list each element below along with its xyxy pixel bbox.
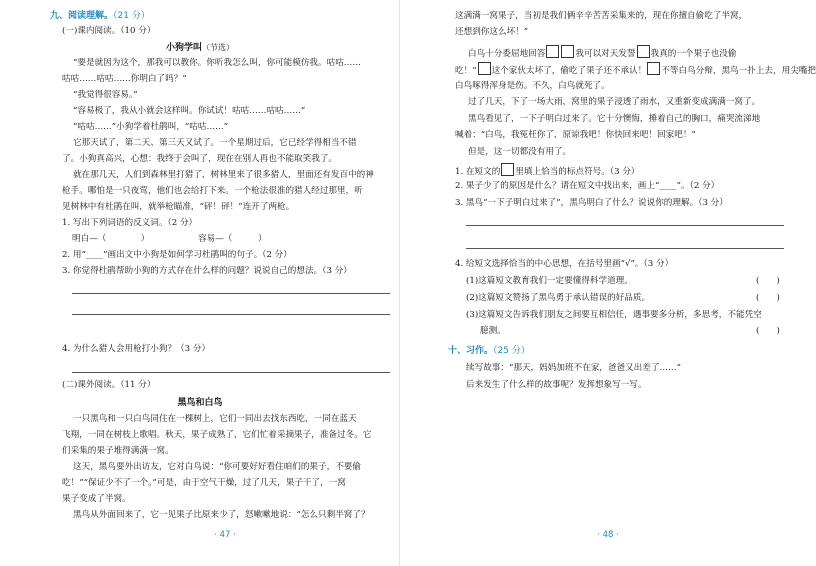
section-9-title: 九、阅读理解。（21 分） — [50, 11, 150, 21]
part2-line: 飞翔，一同在树枝上歌唱。秋天，果子成熟了，它们忙着采摘果子，准备过冬。它 — [62, 430, 372, 440]
part2-line: 吃！”“保证少不了一个。”可是，由于空气干燥，过了几天，果子干了，一窝 — [62, 478, 346, 488]
antonym-2: 容易—（ ） — [198, 234, 267, 244]
answer-line[interactable] — [72, 372, 390, 373]
section-10-title: 十、习作。（25 分） — [448, 346, 530, 356]
part1-heading: (一)课内阅读。（10 分） — [62, 26, 156, 36]
option-1-answer[interactable]: ( ) — [756, 276, 780, 286]
story-line-with-blanks: 白鸟十分委屈地回答 我可以对天发誓 我真的一个果子也没偷 — [468, 45, 736, 60]
part2-line: 们采集的果子堆得满满一窝。 — [62, 446, 174, 456]
part2-line: 黑鸟从外面回来了，它一见果子比原来少了，怒嗽嗽地说：“怎么只剩半窝了？ — [73, 510, 370, 520]
story-line: 过了几天，下了一场大雨，窝里的果子浸透了雨水，又重新变成满满一窝了。 — [468, 97, 761, 107]
option-2-answer[interactable]: ( ) — [756, 293, 780, 303]
story-line: 这满满一窝果子，当初是我们俩辛辛苦苦采集来的，现在你擅自偷吃了半窝， — [455, 11, 748, 21]
option-2: (2)这篇短文赞扬了黑鸟勇于承认错误的好品质。 — [466, 293, 651, 303]
antonym-1: 明白—（ ） — [72, 234, 150, 244]
part2-line: 一只黑鸟和一只白鸟同住在一棵树上，它们一同出去找东西吃，一同在蓝天 — [73, 414, 357, 424]
punctuation-box[interactable] — [637, 45, 650, 58]
writing-prompt: 后来发生了什么样的故事呢？发挥想象写一写。 — [466, 380, 647, 390]
question-4: 4. 给短文选择恰当的中心思想，在括号里画“√”。（3 分） — [455, 259, 674, 269]
option-1: (1)这篇短文教育我们一定要懂得科学道理。 — [466, 276, 633, 286]
part1-line: 枪手。哪怕是一只夜莺，他们也会给打下来。一个枪法很准的猎人经过那里，听 — [62, 186, 363, 196]
answer-line[interactable] — [72, 293, 390, 294]
part2-line: 果子变成了半窝。 — [62, 494, 131, 504]
punctuation-box[interactable] — [561, 45, 574, 58]
right-page — [400, 0, 816, 566]
story-line: 黑鸟看见了，一下子明白过来了。它十分懊悔，捶着自己的胸口，痛哭流涕地 — [468, 114, 761, 124]
punctuation-box-example — [501, 163, 514, 176]
option-3-answer[interactable]: ( ) — [756, 326, 780, 336]
part1-line: “我觉得很容易。” — [73, 90, 138, 100]
part2-title: 黑鸟和白鸟 — [177, 398, 223, 408]
answer-line[interactable] — [466, 248, 784, 249]
answer-line[interactable] — [466, 225, 784, 226]
story-line: 但是，这一切都没有用了。 — [468, 147, 572, 157]
part1-line: 了。小狗真高兴，心想：我终于会叫了，现在在别人再也不能取笑我了。 — [62, 154, 338, 164]
part1-title: 小狗学叫（节选） — [165, 43, 234, 53]
question-2: 2. 果子少了的原因是什么？请在短文中找出来，画上“____”。（2 分） — [455, 181, 720, 191]
part2-heading: (二)课外阅读。（11 分） — [62, 380, 156, 390]
option-3-cont: 臆测。 — [480, 326, 506, 336]
question-4: 4. 为什么猎人会用枪打小狗？（3 分） — [62, 344, 211, 354]
left-page — [0, 0, 400, 566]
page-number: · 48 · — [597, 530, 619, 540]
part1-line: 见树林中有杜鹃在叫，就举枪瞄准，“砰！砰！”连开了两枪。 — [62, 202, 295, 212]
part1-line: “要是就因为这个，那我可以教你。你听我怎么叫，你可能模仿我。咕咕…… — [73, 58, 361, 68]
answer-line[interactable] — [72, 314, 390, 315]
part1-line: 它那天试了，第二天、第三天又试了。一个星期过后，它已经学得相当不错 — [73, 138, 357, 148]
option-3: (3)这篇短文告诉我们朋友之间要互相信任，遇事要多分析，多思考，不能凭空 — [466, 310, 762, 320]
writing-prompt: 续写故事：“那天，妈妈加班不在家，爸爸又出差了……” — [466, 363, 682, 373]
question-3: 3. 你觉得杜鹃帮助小狗的方式存在什么样的问题？说说自己的想法。（3 分） — [62, 266, 352, 276]
part1-line: 就在那几天，人们到森林里打猎了，树林里来了很多猎人，里面还有发百中的神 — [73, 170, 374, 180]
story-line: 白鸟啄得浑身是伤。不久，白鸟就死了。 — [455, 81, 610, 91]
punctuation-box[interactable] — [546, 45, 559, 58]
story-line: 还想到你这么坏！” — [455, 27, 529, 37]
story-line: 喊着：“白鸟，我冤枉你了，原谅我吧！你快回来吧！回家吧！” — [455, 130, 696, 140]
part1-line: “咕咕……”小狗学着杜鹃叫，“咕咕……” — [73, 122, 229, 132]
part2-line: 这天，黑鸟要外出访友，它对白鸟说：“你可要好好看住咱们的果子，不要偷 — [73, 462, 361, 472]
question-2: 2. 用“____”画出文中小狗是如何学习杜鹃叫的句子。（2 分） — [62, 250, 292, 260]
page-number: · 47 · — [214, 530, 236, 540]
part1-line: 咕咕……咕咕……你明白了吗？” — [62, 74, 187, 84]
question-3: 3. 黑鸟“一下子明白过来了”，黑鸟明白了什么？说说你的理解。（3 分） — [455, 198, 728, 208]
story-line-with-blanks: 吃！” 这个家伙太坏了，偷吃了果子还不承认！ 不等白鸟分辩，黑鸟一扑上去，用尖嘴把 — [455, 62, 816, 77]
question-1: 1. 在短文的 里填上恰当的标点符号。（3 分） — [455, 163, 640, 178]
part1-line: “容易极了，我从小就会这样叫。你试试！咕咕……咕咕……” — [73, 106, 306, 116]
punctuation-box[interactable] — [478, 62, 491, 75]
question-1: 1. 写出下列词语的反义词。（2 分） — [62, 218, 198, 228]
punctuation-box[interactable] — [647, 62, 660, 75]
